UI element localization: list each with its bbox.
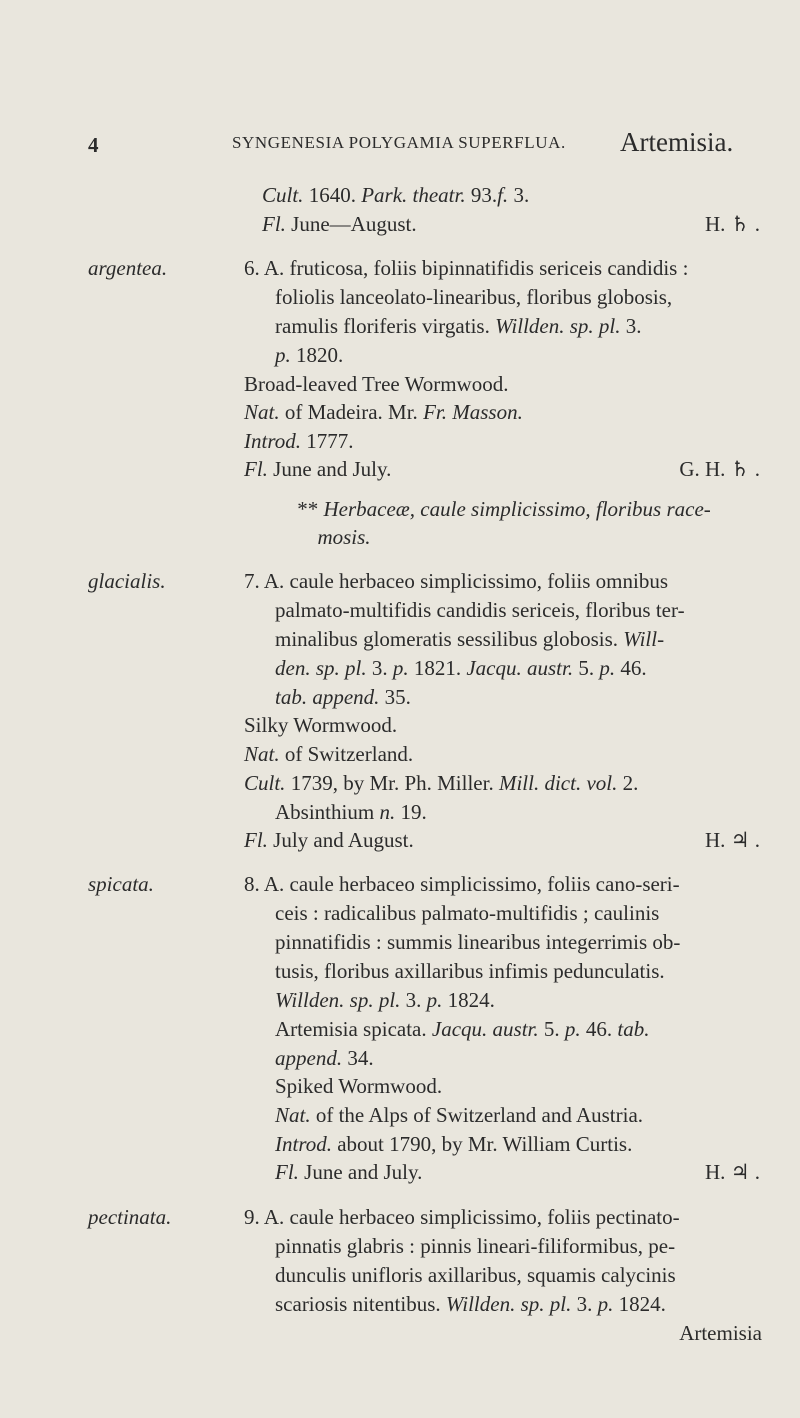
section-heading: ** Herbaceæ, caule simplicissimo, floribus race- <box>297 497 711 521</box>
synonym-line: Absinthium n. 19. <box>275 800 427 824</box>
entry-line: tab. append. 35. <box>275 685 411 709</box>
habit-symbol: G. H. ♄ . <box>679 457 760 481</box>
flowering-line: Fl. July and August. <box>244 828 414 852</box>
entry-line: Artemisia spicata. Jacqu. austr. 5. p. 46. tab. <box>275 1017 650 1041</box>
entry-line: palmato-multifidis candidis sericeis, floribus ter- <box>275 598 685 622</box>
common-name: Broad-leaved Tree Wormwood. <box>244 372 509 396</box>
entry-line: pinnatifidis : summis linearibus integerrimis ob- <box>275 930 681 954</box>
habit-symbol: H. ♃ . <box>705 1160 760 1184</box>
native-line: Nat. of the Alps of Switzerland and Austria. <box>275 1103 644 1127</box>
entry-line: append. 34. <box>275 1046 374 1070</box>
section-heading-cont: mosis. <box>317 525 371 549</box>
flowering-line: Fl. June and July. <box>244 457 392 481</box>
entry-line: dunculis unifloris axillaribus, squamis calycinis <box>275 1263 676 1287</box>
genus-title: Artemisia. <box>620 127 734 157</box>
entry-line: 8. A. caule herbaceo simplicissimo, foliis cano-seri- <box>244 872 680 896</box>
introduced-line: Introd. 1777. <box>244 429 354 453</box>
entry-line: Willden. sp. pl. 3. p. 1824. <box>275 988 495 1012</box>
cult-line: Cult. 1739, by Mr. Ph. Miller. Mill. dict. vol. 2. <box>244 771 639 795</box>
entry-line: 9. A. caule herbaceo simplicissimo, foliis pectinato- <box>244 1205 680 1229</box>
page-number: 4 <box>88 133 99 157</box>
flowering-line: Fl. June—August. <box>262 212 417 236</box>
entry-line: den. sp. pl. 3. p. 1821. Jacqu. austr. 5. p. 46. <box>275 656 647 680</box>
native-line: Nat. of Madeira. Mr. Fr. Masson. <box>244 400 523 424</box>
cult-line: Cult. 1640. Park. theatr. 93.f. 3. <box>262 183 530 207</box>
entry-line: foliolis lanceolato-linearibus, floribus globosis, <box>275 285 673 309</box>
species-margin-glacialis: glacialis. <box>88 569 166 593</box>
flowering-line: Fl. June and July. <box>275 1160 423 1184</box>
running-header <box>0 127 800 165</box>
species-margin-spicata: spicata. <box>88 872 154 896</box>
common-name: Silky Wormwood. <box>244 713 398 737</box>
species-margin-pectinata: pectinata. <box>88 1205 172 1229</box>
entry-line: ramulis floriferis virgatis. Willden. sp. pl. 3. <box>275 314 642 338</box>
entry-line: scariosis nitentibus. Willden. sp. pl. 3. p. 1824. <box>275 1292 666 1316</box>
habit-symbol: H. ♃ . <box>705 828 760 852</box>
introduced-line: Introd. about 1790, by Mr. William Curtis. <box>275 1132 633 1156</box>
entry-line: ceis : radicalibus palmato-multifidis ; caulinis <box>275 901 660 925</box>
common-name: Spiked Wormwood. <box>275 1074 443 1098</box>
entry-line: tusis, floribus axillaribus infimis pedunculatis. <box>275 959 665 983</box>
entry-line: p. 1820. <box>275 343 344 367</box>
entry-line: 6. A. fruticosa, foliis bipinnatifidis sericeis candidis : <box>244 256 689 280</box>
habit-symbol: H. ♄ . <box>705 212 760 236</box>
entry-line: 7. A. caule herbaceo simplicissimo, foliis omnibus <box>244 569 669 593</box>
catchword: Artemisia <box>679 1321 762 1345</box>
entry-line: pinnatis glabris : pinnis lineari-filiformibus, pe- <box>275 1234 676 1258</box>
species-margin-argentea: argentea. <box>88 256 168 280</box>
entry-line: minalibus glomeratis sessilibus globosis. Will- <box>275 627 665 651</box>
running-title: SYNGENESIA POLYGAMIA SUPERFLUA. <box>232 133 566 152</box>
native-line: Nat. of Switzerland. <box>244 742 414 766</box>
